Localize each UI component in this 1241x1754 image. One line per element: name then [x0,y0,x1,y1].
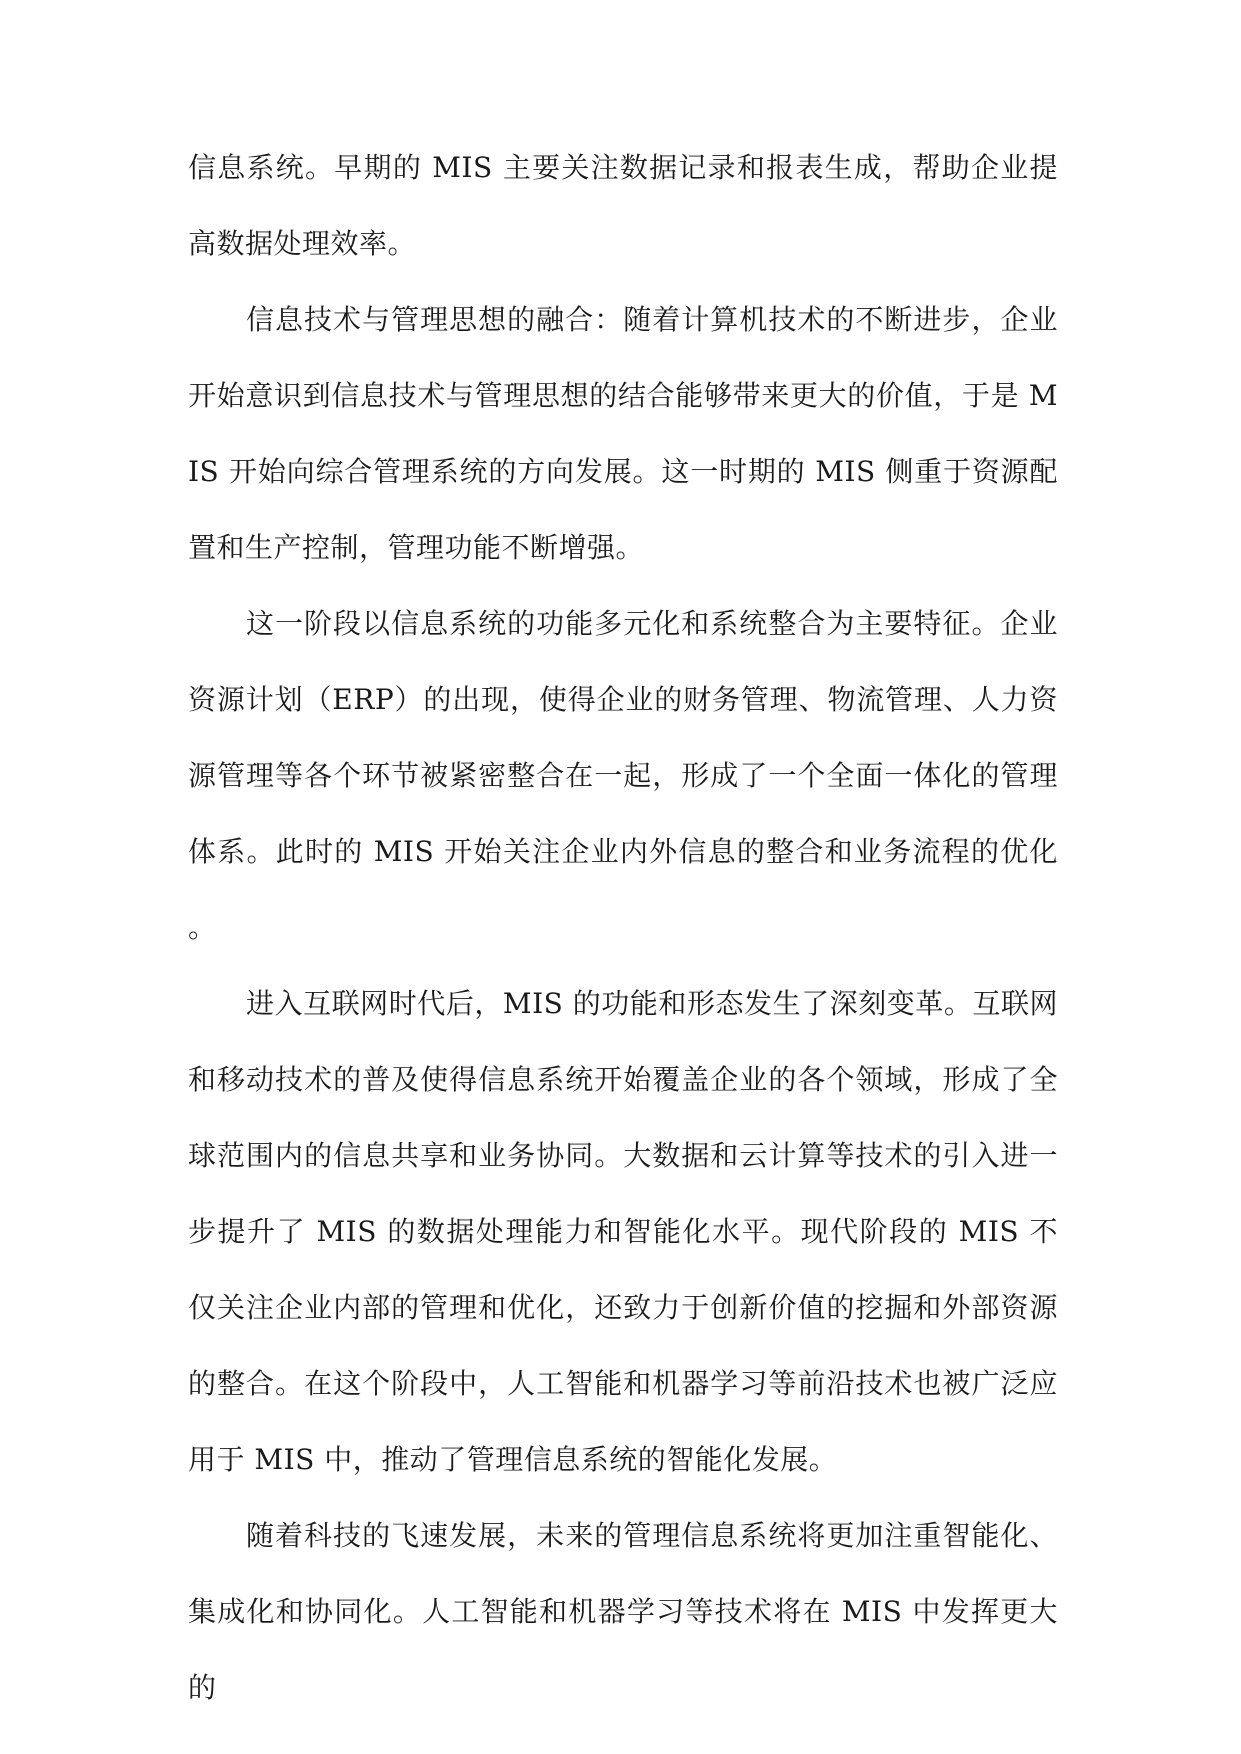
paragraph-it-management-fusion: 信息技术与管理思想的融合：随着计算机技术的不断进步，企业开始意识到信息技术与管理思想的结合能够带来更大的价值，于是 MIS 开始向综合管理系统的方向发展。这一时期的 MIS 侧重于资源配置和生产控制，管理功能不断增强。 [188,303,1058,564]
paragraph-continuation: 信息系统。早期的 MIS 主要关注数据记录和报表生成，帮助企业提高数据处理效率。 [188,151,1058,260]
document-page [188,130,1058,1726]
paragraph-future-trends: 随着科技的飞速发展，未来的管理信息系统将更加注重智能化、集成化和协同化。人工智能和机器学习等技术将在 MIS 中发挥更大的 [188,1519,1058,1704]
paragraph-internet-era: 进入互联网时代后，MIS 的功能和形态发生了深刻变革。互联网和移动技术的普及使得信息系统开始覆盖企业的各个领域，形成了全球范围内的信息共享和业务协同。大数据和云计算等技术的引入进一步提升了 MIS 的数据处理能力和智能化水平。现代阶段的 MIS 不仅关注企业内部的管理和优化，还致力于创新价值的挖掘和外部资源的整合。在这个阶段中，人工智能和机器学习等前沿技术也被广泛应用于 MIS 中，推动了管理信息系统的智能化发展。 [188,987,1058,1476]
paragraph-erp-integration: 这一阶段以信息系统的功能多元化和系统整合为主要特征。企业资源计划（ERP）的出现，使得企业的财务管理、物流管理、人力资源管理等各个环节被紧密整合在一起，形成了一个全面一体化的管理体系。此时的 MIS 开始关注企业内外信息的整合和业务流程的优化。 [188,607,1058,944]
